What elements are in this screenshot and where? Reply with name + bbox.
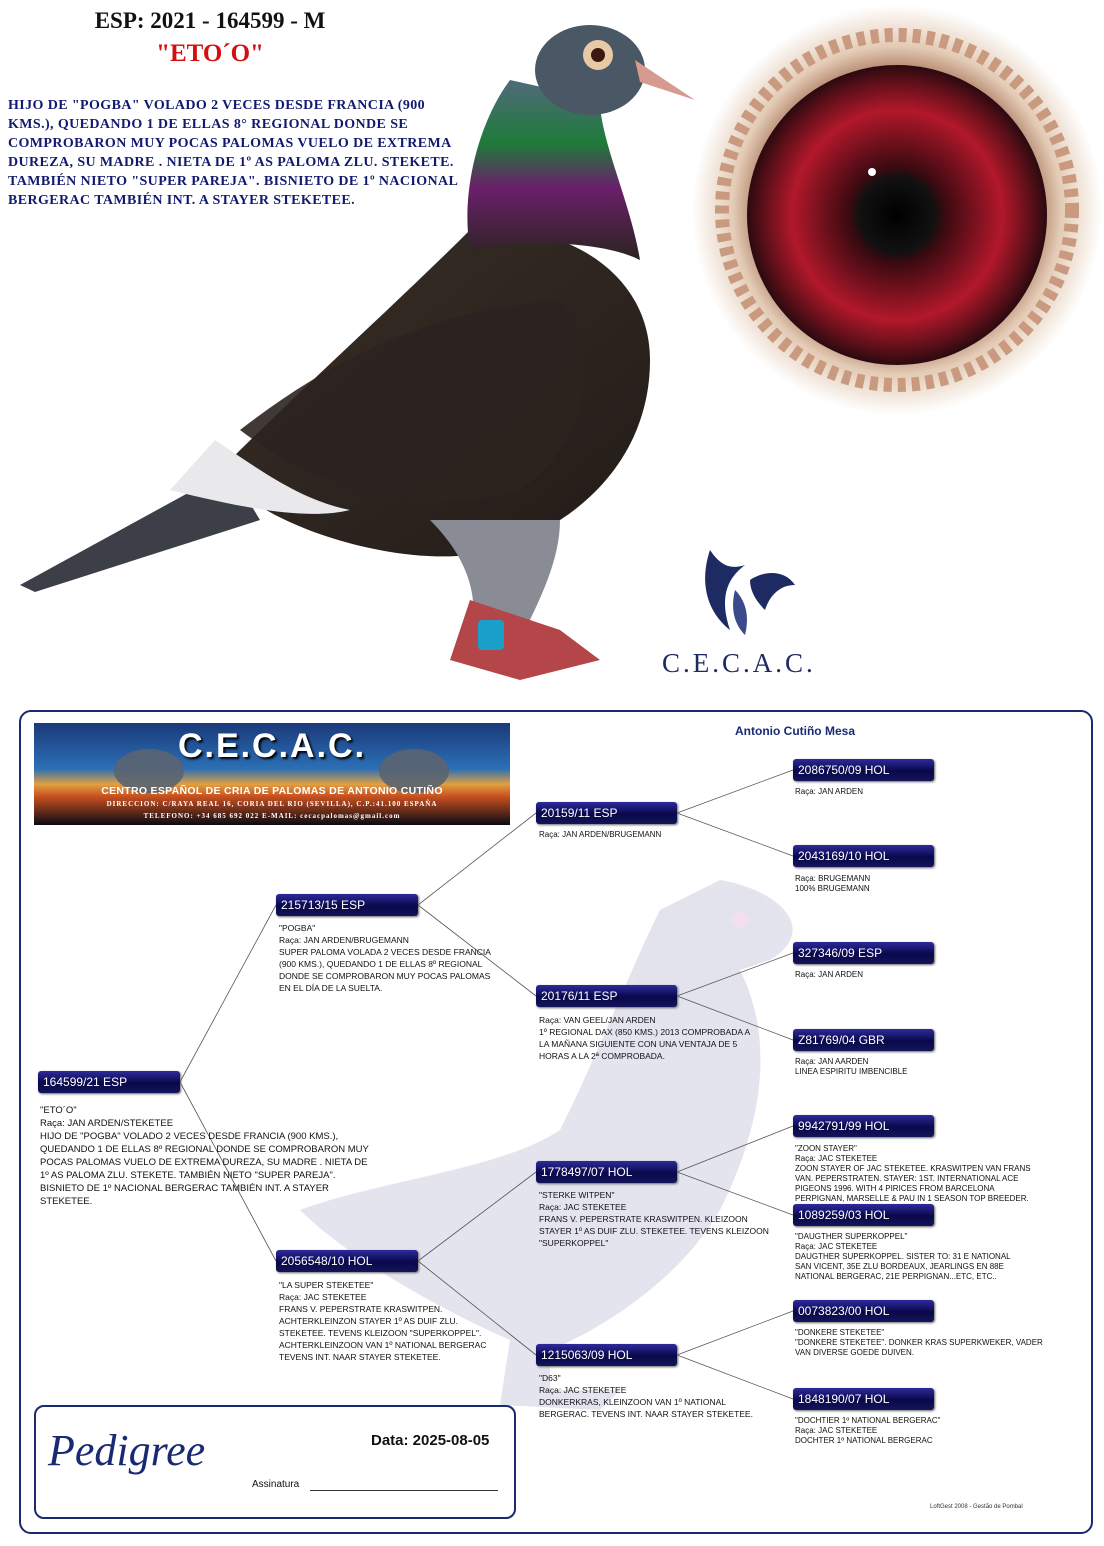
ddd-info: "DOCHTIER 1º NATIONAL BERGERAC" Raça: JAC STEKETEE DOCHTER 1º NATIONAL BERGERAC [795, 1416, 941, 1445]
sire-sire-info: Raça: JAN ARDEN/BRUGEMANN [539, 830, 662, 839]
bird-name: "ETO´O" [156, 40, 264, 67]
signature-label: Assinatura [252, 1479, 300, 1490]
pedigree-date: Data: 2025-08-05 [371, 1432, 490, 1449]
dds-info: "DONKERE STEKETEE" "DONKERE STEKETEE". DONKER KRAS SUPERKWEKER, VADER VAN DIVERSE GOEDE DUIVEN. [795, 1328, 1043, 1357]
dss-info: "ZOON STAYER" Raça: JAC STEKETEE ZOON STAYER OF JAC STEKETEE. KRASWITPEN VAN FRANS VAN. PEPERSTRATEN. STAYER: 1ST. INTERNATIONAL ACE PIGEONS 1996. WITH 4 PIRICES FROM BARCELONA PERPIGNAN, MARSELLE & PAU IN 1 SEASON TOP BREEDER. [795, 1144, 1031, 1203]
sdd-ring[interactable]: Z81769/04 GBR [793, 1029, 934, 1051]
cecac-logo-text: C.E.C.A.C. [662, 648, 816, 678]
ssd-ring[interactable]: 2043169/10 HOL [793, 845, 934, 867]
banner-contact: TELEFONO: +34 685 692 022 E-MAIL: cecacpalomas@gmail.com [143, 812, 401, 820]
dam-sire-info: "STERKE WITPEN" Raça: JAC STEKETEE FRANS V. PEPERSTRATE KRASWITPEN. KLEIZOON STAYER 1º AS DUIF ZLU. STEKETEE. TEVENS KLEIZOON "SUPERKOPPEL" [539, 1190, 769, 1248]
ddd-ring[interactable]: 1848190/07 HOL [793, 1388, 934, 1410]
banner-subtitle: CENTRO ESPAÑOL DE CRIA DE PALOMAS DE ANTONIO CUTIÑO [101, 785, 443, 797]
sire-ring[interactable]: 215713/15 ESP [276, 894, 418, 916]
sire-dam-ring[interactable]: 20176/11 ESP [536, 985, 677, 1007]
dam-dam-info: "D63" Raça: JAC STEKETEE DONKERKRAS, KLEINZOON VAN 1º NATIONAL BERGERAC. TEVENS INT. NAAR STAYER STEKETEE. [539, 1373, 753, 1419]
sss-info: Raça: JAN ARDEN [795, 787, 864, 796]
sire-dam-info: Raça: VAN GEEL/JAN ARDEN 1º REGIONAL DAX (850 KMS.) 2013 COMPROBADA A LA MAÑANA SIGUIENTE CON UNA VENTAJA DE 5 HORAS A LA 2ª COMPROBADA. [539, 1015, 750, 1061]
dam-ring[interactable]: 2056548/10 HOL [276, 1250, 418, 1272]
bird-description: HIJO DE "POGBA" VOLADO 2 VECES DESDE FRANCIA (900 KMS.), QUEDANDO 1 DE ELLAS 8° REGIONAL DONDE SE COMPROBARON MUY POCAS PALOMAS VUELO DE EXTREMA DUREZA, SU MADRE . NIETA DE 1º AS PALOMA ZLU. STEKETE. TAMBIÉN NIETO "SUPER PAREJA". BISNIETO DE 1º NACIONAL BERGERAC TAMBIÉN INT. A STAYER STEKETEE. [8, 98, 458, 208]
dam-dam-ring[interactable]: 1215063/09 HOL [536, 1344, 677, 1366]
dam-info: "LA SUPER STEKETEE" Raça: JAC STEKETEE FRANS V. PEPERSTRATE KRASWITPEN. ACHTERKLEINZON STAYER 1º AS DUIF ZLU. STEKETEE. TEVENS KLEIZOON "SUPERKOPPEL". ACHTERKLEINZOON VAN 1º NATIONAL BERGERAC TEVENS INT. NAAR STAYER STEKETEE. [279, 1280, 487, 1362]
dsd-info: "DAUGTHER SUPERKOPPEL" Raça: JAC STEKETEE DAUGTHER SUPERKOPPEL. SISTER TO: 31 E NATIONAL SAN VICENT, 35E ZLU BORDEAUX, JEARLINGS EN 88E NATIONAL BERGERAC, 21E PERPIGNAN...ETC, ETC.. [795, 1232, 1011, 1281]
ring-title: ESP: 2021 - 164599 - M [94, 8, 326, 33]
pedigree-title: Pedigree [48, 1426, 206, 1475]
dsd-ring[interactable]: 1089259/03 HOL [793, 1204, 934, 1226]
owner-name: Antonio Cutiño Mesa [735, 724, 855, 738]
sds-ring[interactable]: 327346/09 ESP [793, 942, 934, 964]
sss-ring[interactable]: 2086750/09 HOL [793, 759, 934, 781]
subject-info: "ETO´O" Raça: JAN ARDEN/STEKETEE HIJO DE "POGBA" VOLADO 2 VECES DESDE FRANCIA (900 KMS.), QUEDANDO 1 DE ELLAS 8º REGIONAL DONDE SE COMPROBARON MUY POCAS PALOMAS VUELO DE EXTREMA DUREZA, SU MADRE . NIETA DE 1º AS PALOMA ZLU. STEKETE. TAMBIÉN NIETO "SUPER PAREJA". BISNIETO DE 1º NACIONAL BERGERAC TAMBIÉN INT. A STAYER STEKETEE. [40, 1105, 369, 1207]
software-credit: LoftGest 2008 - Gestão de Pombal [930, 1504, 1023, 1510]
dss-ring[interactable]: 9942791/99 HOL [793, 1115, 934, 1137]
sdd-info: Raça: JAN AARDEN LINEA ESPIRITU IMBENCIBLE [795, 1057, 908, 1076]
subject-ring[interactable]: 164599/21 ESP [38, 1071, 180, 1093]
sire-sire-ring[interactable]: 20159/11 ESP [536, 802, 677, 824]
dds-ring[interactable]: 0073823/00 HOL [793, 1300, 934, 1322]
dam-sire-ring[interactable]: 1778497/07 HOL [536, 1161, 677, 1183]
ssd-info: Raça: BRUGEMANN 100% BRUGEMANN [795, 874, 871, 893]
sire-info: "POGBA" Raça: JAN ARDEN/BRUGEMANN SUPER PALOMA VOLADA 2 VECES DESDE FRANCIA (900 KMS.), QUEDANDO 1 DE ELLAS 8º REGIONAL DONDE SE COMPROBARON MUY POCAS PALOMAS EN EL DÍA DE LA SUELTA. [279, 923, 491, 993]
banner-address: DIRECCION: C/RAYA REAL 16, CORIA DEL RIO (SEVILLA), C.P.:41.100 ESPAÑA [106, 800, 438, 808]
banner-title: C.E.C.A.C. [177, 727, 367, 765]
signature-line[interactable] [310, 1490, 498, 1491]
sds-info: Raça: JAN ARDEN [795, 970, 864, 979]
